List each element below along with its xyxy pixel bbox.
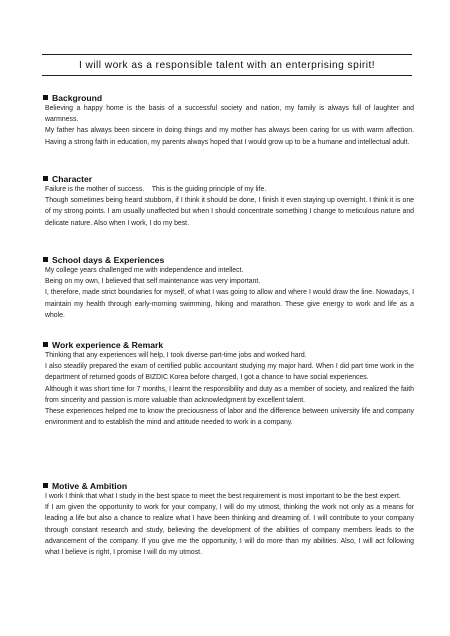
document-title: I will work as a responsible talent with an enterprising spirit! [78,59,376,71]
paragraph: I, therefore, made strict boundaries for myself, of what I was going to allow and where I would draw the line. Nowadays, I maintain my health through early-morning swimming, hiking and marathon. These give energy to work and life as a whole. [45,289,414,319]
section-body [45,184,414,229]
paragraph: If I am given the opportunity to work for your company, I will do my utmost, thinking the work not only as a means for leading a life but also a chance to realize what I have been thinking and dreaming of. I will contribute to your company through constant research and study, believing the development of the abilities of company members leads to the advancement of the company. If you give me the opportunity, I will do more than my abilities. Also, I will act following what I believe is right, I promise I will do my utmost. [45,504,414,557]
square-bullet-icon [43,95,48,100]
section-heading-label: Motive & Ambition [52,480,128,491]
paragraph: Thinking that any experiences will help, I took diverse part-time jobs and worked hard. [45,352,307,359]
section-body [45,350,414,428]
paragraph: Though sometimes being heard stubborn, if I think it should be done, I finish it even staying up overnight. I think it is one of my strong points. I am usually unaffected but when I should concentrate something I change to meticulous nature and delicate nature. Also when I work, I do my best. [45,197,414,227]
section-body [45,265,414,321]
square-bullet-icon [43,257,48,262]
section-work-experience [42,339,414,428]
paragraph: Being on my own, I believed that self maintenance was very important. [45,278,261,286]
paragraph: I also steadily prepared the exam of certified public accountant studying my major hard. When I did part time work in the department of returned goods of BIZDIC Korea before charged, I got a chance to have social experiences. [45,363,414,382]
section-heading-label: School days & Experiences [52,254,165,265]
title-box [42,54,412,76]
paragraph: Although it was short time for 7 months, I learnt the responsibility and duty as a member of society, and realized the faith from sincerity and passion is more valuable than acknowledgment by excellent talent. [45,385,414,404]
paragraph: I work I think that what I study in the best space to meet the best requirement is most important to be the best expert. [45,493,401,500]
section-school-days [42,254,414,321]
section-body [45,491,414,558]
square-bullet-icon [43,483,48,488]
section-heading [42,92,414,103]
section-motive-ambition [42,480,414,558]
square-bullet-icon [43,176,48,181]
section-heading-label: Work experience & Remark [52,339,164,350]
section-heading [42,480,414,491]
section-heading [42,173,414,184]
section-character [42,173,414,229]
section-body [45,103,414,148]
paragraph: Believing a happy home is the basis of a successful society and nation, my family is always full of laughter and warmness. [45,105,414,124]
paragraph: These experiences helped me to know the preciousness of labor and the difference between university life and company environment and to establish the mind and attitude needed to work in a company. [45,408,414,427]
section-heading-label: Character [52,173,93,184]
paragraph: My college years challenged me with independence and intellect. [45,267,244,274]
section-heading [42,254,414,265]
square-bullet-icon [43,342,48,347]
paragraph: My father has always been sincere in doing things and my mother has always been caring for us with warm affection. Having a strong faith in education, my parents always hoped that I would grow up to be a humane and intellectual adult. [45,127,414,146]
section-heading-label: Background [52,92,103,103]
section-heading [42,339,414,350]
paragraph: Failure is the mother of success. This is the guiding principle of my life. [45,186,267,193]
section-background [42,92,414,148]
